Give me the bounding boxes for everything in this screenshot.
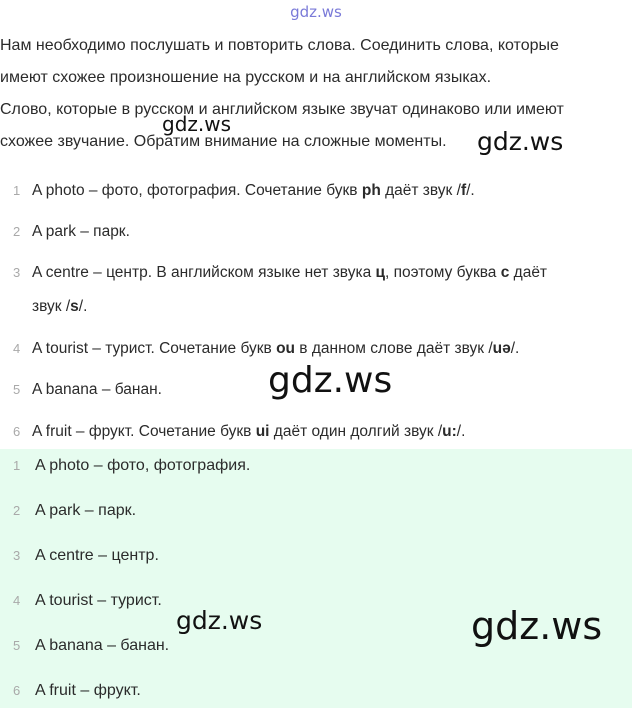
watermark: gdz.ws bbox=[162, 112, 232, 136]
item-number: 3 bbox=[13, 548, 21, 563]
item-number: 6 bbox=[13, 424, 21, 439]
item-number: 3 bbox=[13, 265, 21, 280]
item-number: 4 bbox=[13, 593, 21, 608]
item-number: 1 bbox=[13, 183, 21, 198]
item-text: A photo – фото, фотография. Сочетание букв ph даёт звук /f/. bbox=[32, 182, 475, 199]
item-number: 4 bbox=[13, 341, 21, 356]
item-text: A tourist – турист. bbox=[35, 592, 162, 609]
intro-line: Нам необходимо послушать и повторить слова. Соединить слова, которые bbox=[0, 37, 559, 54]
item-text: A banana – банан. bbox=[32, 381, 162, 398]
item-text: A centre – центр. В английском языке нет звука ц, поэтому буква c даёт bbox=[32, 264, 548, 281]
item-number: 6 bbox=[13, 683, 21, 698]
item-number: 2 bbox=[13, 503, 21, 518]
answer-block bbox=[0, 449, 632, 708]
watermark-top: gdz.ws bbox=[290, 3, 342, 21]
item-text: A centre – центр. bbox=[35, 547, 159, 564]
watermark: gdz.ws bbox=[176, 606, 263, 635]
item-text: A fruit – фрукт. Сочетание букв ui даёт один долгий звук /u:/. bbox=[32, 423, 466, 440]
item-text: A park – парк. bbox=[35, 502, 137, 519]
item-text: A park – парк. bbox=[32, 223, 130, 240]
item-number: 2 bbox=[13, 224, 21, 239]
item-number: 1 bbox=[13, 458, 21, 473]
item-number: 5 bbox=[13, 382, 21, 397]
intro-line: Слово, которые в русском и английском языке звучат одинаково или имеют bbox=[0, 101, 564, 118]
intro-line: схожее звучание. Обратим внимание на сложные моменты. bbox=[0, 133, 447, 150]
item-number: 5 bbox=[13, 638, 21, 653]
intro-line: имеют схожее произношение на русском и на английском языках. bbox=[0, 69, 492, 86]
item-text: A tourist – турист. Сочетание букв ou в данном слове даёт звук /uə/. bbox=[32, 340, 520, 357]
watermark: gdz.ws bbox=[471, 604, 603, 648]
watermark: gdz.ws bbox=[477, 127, 564, 156]
item-text: A fruit – фрукт. bbox=[35, 682, 141, 699]
item-text: A photo – фото, фотография. bbox=[35, 457, 251, 474]
item-text: звук /s/. bbox=[32, 298, 88, 315]
item-text: A banana – банан. bbox=[35, 637, 170, 654]
watermark: gdz.ws bbox=[268, 360, 393, 401]
